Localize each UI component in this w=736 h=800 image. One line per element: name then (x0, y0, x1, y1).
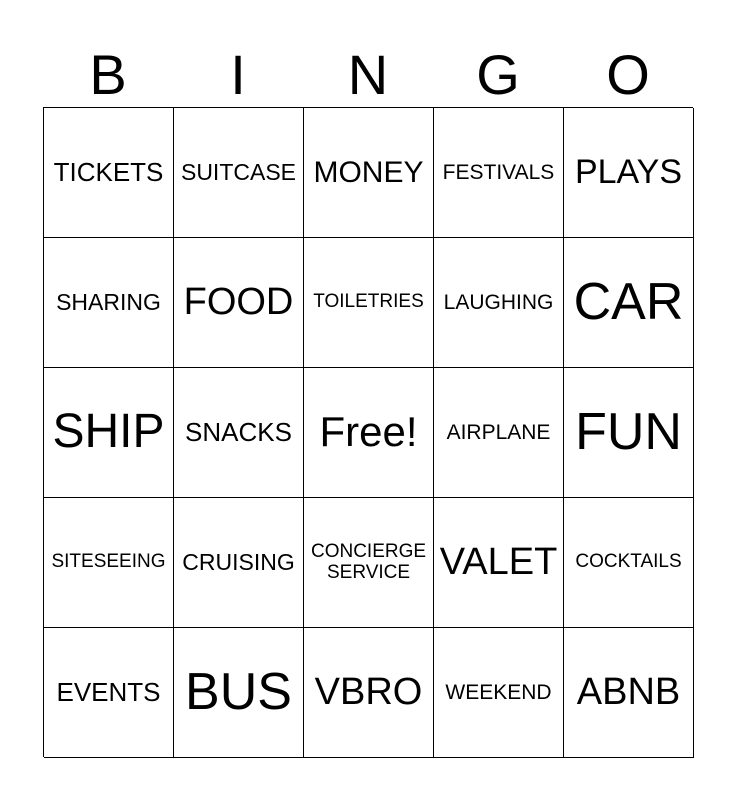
bingo-cell[interactable]: BUS (174, 628, 304, 758)
bingo-cell[interactable]: SHIP (44, 368, 174, 498)
bingo-cell[interactable]: TOILETRIES (304, 238, 434, 368)
header-letter-g: G (476, 43, 520, 106)
bingo-cell[interactable]: EVENTS (44, 628, 174, 758)
bingo-cell[interactable]: ABNB (564, 628, 694, 758)
bingo-cell[interactable]: AIRPLANE (434, 368, 564, 498)
bingo-cell[interactable]: CRUISING (174, 498, 304, 628)
bingo-cell[interactable]: VBRO (304, 628, 434, 758)
header-letter-n: N (347, 43, 389, 106)
bingo-cell[interactable]: PLAYS (564, 108, 694, 238)
bingo-cell[interactable]: VALET (434, 498, 564, 628)
bingo-cell[interactable]: SITESEEING (44, 498, 174, 628)
bingo-cell[interactable]: FESTIVALS (434, 108, 564, 238)
header-letter-b: B (89, 43, 127, 106)
header-letter-o: O (606, 43, 650, 106)
header-letter-i: I (230, 43, 246, 106)
bingo-cell[interactable]: WEEKEND (434, 628, 564, 758)
bingo-cell[interactable]: SHARING (44, 238, 174, 368)
bingo-cell[interactable]: FOOD (174, 238, 304, 368)
bingo-cell[interactable]: SUITCASE (174, 108, 304, 238)
bingo-cell[interactable]: CONCIERGE SERVICE (304, 498, 434, 628)
bingo-header (43, 40, 693, 106)
bingo-cell[interactable]: TICKETS (44, 108, 174, 238)
bingo-cell[interactable]: CAR (564, 238, 694, 368)
bingo-cell[interactable]: MONEY (304, 108, 434, 238)
bingo-cell[interactable]: FUN (564, 368, 694, 498)
free-space[interactable]: Free! (304, 368, 434, 498)
bingo-cell[interactable]: SNACKS (174, 368, 304, 498)
bingo-cell[interactable]: COCKTAILS (564, 498, 694, 628)
bingo-board (43, 107, 693, 757)
bingo-cell[interactable]: LAUGHING (434, 238, 564, 368)
